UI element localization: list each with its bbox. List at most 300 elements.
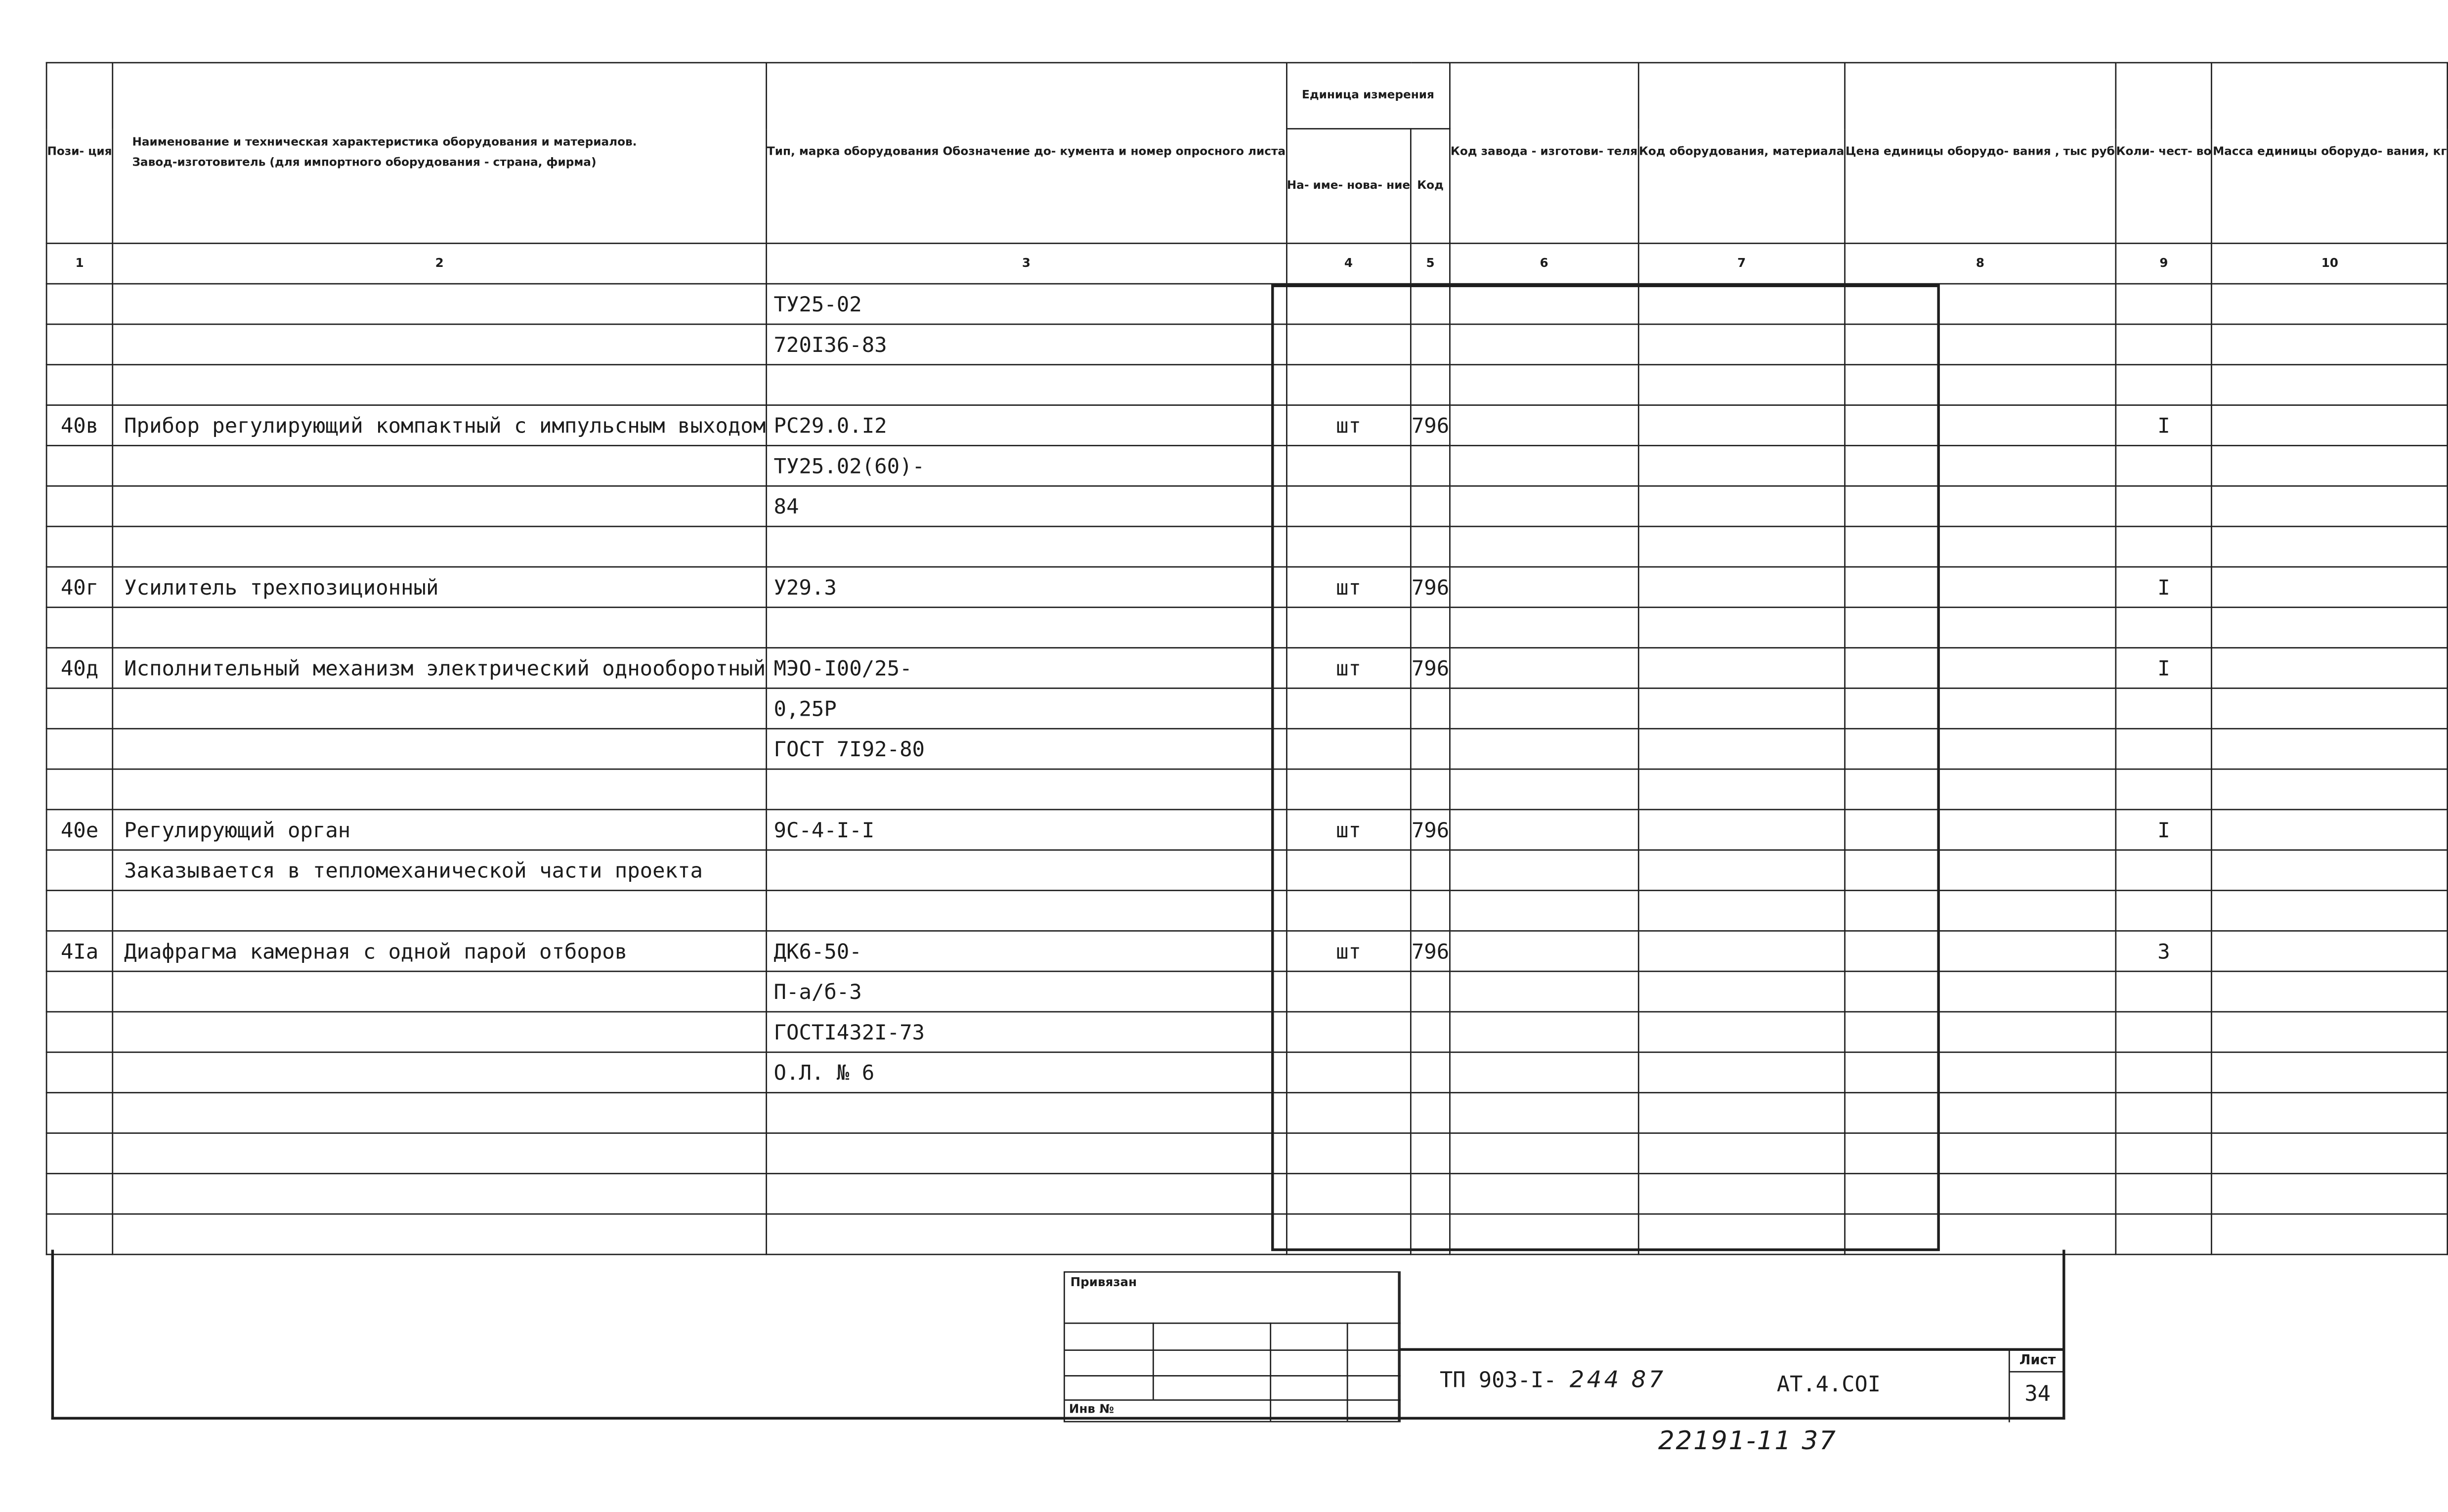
- name-cell: [113, 891, 767, 931]
- price-cell: [1845, 1093, 2116, 1133]
- unit-cell: шт: [1286, 567, 1411, 607]
- table-row: [46, 1133, 2448, 1173]
- equipment-code-cell: [1638, 769, 1845, 810]
- manufacturer-code-cell: [1450, 1052, 1638, 1093]
- position-cell: [46, 486, 113, 526]
- name-cell: [113, 1012, 767, 1052]
- mass-cell: [2212, 769, 2448, 810]
- equipment-code-cell: [1638, 607, 1845, 648]
- quantity-cell: [2115, 891, 2212, 931]
- unit-cell: [1286, 445, 1411, 486]
- quantity-cell: [2115, 445, 2212, 486]
- specification-table: [46, 62, 2448, 1255]
- unit-cell: [1286, 1093, 1411, 1133]
- mass-cell: [2212, 1052, 2448, 1093]
- type-cell: [767, 850, 1287, 891]
- header-unit-code: Код: [1411, 129, 1450, 243]
- unit-code-cell: 796: [1411, 931, 1450, 971]
- type-cell: О.Л. № 6: [767, 1052, 1287, 1093]
- quantity-cell: [2115, 1214, 2212, 1254]
- type-cell: 9С-4-I-I: [767, 810, 1287, 850]
- mass-cell: [2212, 445, 2448, 486]
- type-cell: ДК6-50-: [767, 931, 1287, 971]
- unit-cell: [1286, 1173, 1411, 1214]
- type-cell: ГОСТI432I-73: [767, 1012, 1287, 1052]
- header-row: [46, 63, 2448, 129]
- quantity-cell: [2115, 971, 2212, 1012]
- price-cell: [1845, 1214, 2116, 1254]
- position-cell: [46, 324, 113, 365]
- position-cell: 40е: [46, 810, 113, 850]
- approval-stamp: [1064, 1271, 1399, 1422]
- name-cell: Регулирующий орган: [113, 810, 767, 850]
- type-cell: [767, 1093, 1287, 1133]
- header-unit-name: На- име- нова- ние: [1286, 129, 1411, 243]
- unit-code-cell: [1411, 445, 1450, 486]
- name-cell: [113, 526, 767, 567]
- equipment-code-cell: [1638, 1133, 1845, 1173]
- equipment-code-cell: [1638, 1052, 1845, 1093]
- quantity-cell: [2115, 729, 2212, 769]
- column-number: 10: [2212, 243, 2448, 284]
- table-row: [46, 365, 2448, 405]
- manufacturer-code-cell: [1450, 1133, 1638, 1173]
- mass-cell: [2212, 1093, 2448, 1133]
- table-row: [46, 607, 2448, 648]
- document-code-handwritten: 244 87: [1569, 1367, 1666, 1394]
- name-cell: Усилитель трехпозиционный: [113, 567, 767, 607]
- price-cell: [1845, 648, 2116, 689]
- header-unit-group: Единица измерения: [1286, 63, 1450, 129]
- equipment-code-cell: [1638, 891, 1845, 931]
- name-cell: [113, 1173, 767, 1214]
- unit-cell: шт: [1286, 931, 1411, 971]
- position-cell: [46, 284, 113, 324]
- header-mass: Масса единицы оборудо- вания, кг: [2212, 63, 2448, 243]
- name-cell: [113, 1052, 767, 1093]
- table-body: [46, 284, 2448, 1254]
- quantity-cell: 3: [2115, 931, 2212, 971]
- unit-code-cell: [1411, 1052, 1450, 1093]
- manufacturer-code-cell: [1450, 284, 1638, 324]
- sheet-label: Лист: [2010, 1348, 2065, 1373]
- equipment-code-cell: [1638, 1173, 1845, 1214]
- table-row: [46, 810, 2448, 850]
- name-cell: [113, 324, 767, 365]
- unit-code-cell: [1411, 284, 1450, 324]
- equipment-code-cell: [1638, 1214, 1845, 1254]
- name-cell: [113, 1093, 767, 1133]
- header-name-line1: Наименование и техническая характеристика оборудования и материалов.: [132, 135, 637, 149]
- unit-cell: шт: [1286, 648, 1411, 689]
- equipment-code-cell: [1638, 486, 1845, 526]
- position-cell: [46, 526, 113, 567]
- mass-cell: [2212, 729, 2448, 769]
- mass-cell: [2212, 648, 2448, 689]
- unit-code-cell: [1411, 486, 1450, 526]
- equipment-code-cell: [1638, 729, 1845, 769]
- header-quantity: Коли- чест- во: [2115, 63, 2212, 243]
- unit-code-cell: [1411, 729, 1450, 769]
- unit-code-cell: [1411, 971, 1450, 1012]
- equipment-code-cell: [1638, 971, 1845, 1012]
- price-cell: [1845, 688, 2116, 729]
- header-manufacturer-code: Код завода - изготови- теля: [1450, 63, 1638, 243]
- type-cell: [767, 1133, 1287, 1173]
- mass-cell: [2212, 567, 2448, 607]
- table-row: [46, 324, 2448, 365]
- position-cell: [46, 1093, 113, 1133]
- price-cell: [1845, 931, 2116, 971]
- quantity-cell: [2115, 1173, 2212, 1214]
- position-cell: [46, 1173, 113, 1214]
- header-position: Пози- ция: [46, 63, 113, 243]
- document-code: [1440, 1367, 1666, 1394]
- unit-cell: шт: [1286, 810, 1411, 850]
- type-cell: ТУ25.02(60)-: [767, 445, 1287, 486]
- column-number: 5: [1411, 243, 1450, 284]
- stamp-inv-label: Инв №: [1069, 1403, 1115, 1417]
- equipment-code-cell: [1638, 526, 1845, 567]
- column-number: 6: [1450, 243, 1638, 284]
- name-cell: [113, 607, 767, 648]
- table-row: [46, 648, 2448, 689]
- unit-cell: [1286, 891, 1411, 931]
- manufacturer-code-cell: [1450, 891, 1638, 931]
- table-row: [46, 1214, 2448, 1254]
- price-cell: [1845, 486, 2116, 526]
- unit-code-cell: [1411, 365, 1450, 405]
- type-cell: ГОСТ 7I92-80: [767, 729, 1287, 769]
- equipment-code-cell: [1638, 931, 1845, 971]
- type-cell: 84: [767, 486, 1287, 526]
- table-row: [46, 729, 2448, 769]
- mass-cell: [2212, 486, 2448, 526]
- document-suffix: АТ.4.СОI: [1776, 1371, 1881, 1397]
- table-row: [46, 526, 2448, 567]
- price-cell: [1845, 769, 2116, 810]
- table-row: [46, 1012, 2448, 1052]
- type-cell: [767, 607, 1287, 648]
- table-row: [46, 1173, 2448, 1214]
- table-row: [46, 567, 2448, 607]
- table-row: [46, 405, 2448, 446]
- type-cell: [767, 365, 1287, 405]
- unit-code-cell: [1411, 324, 1450, 365]
- quantity-cell: [2115, 850, 2212, 891]
- quantity-cell: [2115, 1052, 2212, 1093]
- header-name: [113, 63, 767, 243]
- mass-cell: [2212, 607, 2448, 648]
- document-code-printed: ТП 903-I-: [1439, 1367, 1557, 1393]
- price-cell: [1845, 971, 2116, 1012]
- header-type: Тип, марка оборудования Обозначение до- кумента и номер опросного листа: [767, 63, 1287, 243]
- unit-cell: [1286, 284, 1411, 324]
- unit-code-cell: 796: [1411, 405, 1450, 446]
- table-row: [46, 486, 2448, 526]
- equipment-code-cell: [1638, 1093, 1845, 1133]
- unit-code-cell: [1411, 526, 1450, 567]
- column-number: 4: [1286, 243, 1411, 284]
- price-cell: [1845, 365, 2116, 405]
- table-row: [46, 850, 2448, 891]
- price-cell: [1845, 810, 2116, 850]
- unit-code-cell: [1411, 1012, 1450, 1052]
- inventory-number: 22191-11 37: [1658, 1426, 1837, 1456]
- manufacturer-code-cell: [1450, 526, 1638, 567]
- manufacturer-code-cell: [1450, 688, 1638, 729]
- column-number: 3: [767, 243, 1287, 284]
- name-cell: Исполнительный механизм электрический однооборотный: [113, 648, 767, 689]
- manufacturer-code-cell: [1450, 729, 1638, 769]
- manufacturer-code-cell: [1450, 769, 1638, 810]
- table-row: [46, 769, 2448, 810]
- equipment-code-cell: [1638, 1012, 1845, 1052]
- quantity-cell: [2115, 688, 2212, 729]
- header-price: Цена единицы оборудо- вания , тыс руб: [1845, 63, 2116, 243]
- unit-cell: [1286, 688, 1411, 729]
- unit-cell: [1286, 850, 1411, 891]
- manufacturer-code-cell: [1450, 648, 1638, 689]
- table-row: [46, 931, 2448, 971]
- position-cell: 40г: [46, 567, 113, 607]
- position-cell: [46, 1012, 113, 1052]
- quantity-cell: [2115, 486, 2212, 526]
- unit-cell: [1286, 971, 1411, 1012]
- quantity-cell: I: [2115, 405, 2212, 446]
- column-number: 2: [113, 243, 767, 284]
- manufacturer-code-cell: [1450, 486, 1638, 526]
- quantity-cell: I: [2115, 810, 2212, 850]
- unit-code-cell: 796: [1411, 810, 1450, 850]
- unit-code-cell: [1411, 769, 1450, 810]
- manufacturer-code-cell: [1450, 405, 1638, 446]
- manufacturer-code-cell: [1450, 324, 1638, 365]
- table-row: [46, 445, 2448, 486]
- mass-cell: [2212, 971, 2448, 1012]
- name-cell: [113, 769, 767, 810]
- type-cell: 0,25Р: [767, 688, 1287, 729]
- price-cell: [1845, 526, 2116, 567]
- column-number: 7: [1638, 243, 1845, 284]
- manufacturer-code-cell: [1450, 810, 1638, 850]
- mass-cell: [2212, 810, 2448, 850]
- unit-cell: [1286, 769, 1411, 810]
- quantity-cell: [2115, 1133, 2212, 1173]
- manufacturer-code-cell: [1450, 1214, 1638, 1254]
- type-cell: ТУ25-02: [767, 284, 1287, 324]
- position-cell: [46, 1052, 113, 1093]
- bottom-frame: [51, 1250, 2065, 1420]
- mass-cell: [2212, 1133, 2448, 1173]
- manufacturer-code-cell: [1450, 607, 1638, 648]
- mass-cell: [2212, 526, 2448, 567]
- equipment-code-cell: [1638, 810, 1845, 850]
- price-cell: [1845, 405, 2116, 446]
- unit-cell: [1286, 1052, 1411, 1093]
- quantity-cell: I: [2115, 567, 2212, 607]
- quantity-cell: [2115, 365, 2212, 405]
- column-number: 8: [1845, 243, 2116, 284]
- mass-cell: [2212, 850, 2448, 891]
- position-cell: [46, 971, 113, 1012]
- unit-code-cell: [1411, 688, 1450, 729]
- mass-cell: [2212, 891, 2448, 931]
- mass-cell: [2212, 284, 2448, 324]
- mass-cell: [2212, 405, 2448, 446]
- sheet-number: 34: [2024, 1380, 2051, 1406]
- manufacturer-code-cell: [1450, 1012, 1638, 1052]
- unit-cell: [1286, 365, 1411, 405]
- unit-cell: [1286, 1012, 1411, 1052]
- position-cell: 40в: [46, 405, 113, 446]
- column-number: 1: [46, 243, 113, 284]
- column-number-row: [46, 243, 2448, 284]
- table-row: [46, 1052, 2448, 1093]
- price-cell: [1845, 850, 2116, 891]
- equipment-code-cell: [1638, 567, 1845, 607]
- table-row: [46, 971, 2448, 1012]
- manufacturer-code-cell: [1450, 1093, 1638, 1133]
- unit-code-cell: [1411, 1133, 1450, 1173]
- manufacturer-code-cell: [1450, 931, 1638, 971]
- unit-code-cell: [1411, 850, 1450, 891]
- unit-code-cell: [1411, 1214, 1450, 1254]
- manufacturer-code-cell: [1450, 1173, 1638, 1214]
- name-cell: [113, 284, 767, 324]
- unit-cell: [1286, 526, 1411, 567]
- unit-code-cell: [1411, 607, 1450, 648]
- unit-cell: [1286, 729, 1411, 769]
- position-cell: 40д: [46, 648, 113, 689]
- type-cell: [767, 891, 1287, 931]
- price-cell: [1845, 1173, 2116, 1214]
- type-cell: [767, 769, 1287, 810]
- manufacturer-code-cell: [1450, 365, 1638, 405]
- position-cell: [46, 1133, 113, 1173]
- manufacturer-code-cell: [1450, 567, 1638, 607]
- name-cell: [113, 688, 767, 729]
- quantity-cell: [2115, 1093, 2212, 1133]
- type-cell: МЭО-I00/25-: [767, 648, 1287, 689]
- unit-code-cell: [1411, 891, 1450, 931]
- name-cell: Заказывается в тепломеханической части проекта: [113, 850, 767, 891]
- unit-cell: [1286, 324, 1411, 365]
- equipment-code-cell: [1638, 648, 1845, 689]
- price-cell: [1845, 729, 2116, 769]
- table-row: [46, 891, 2448, 931]
- position-cell: [46, 769, 113, 810]
- quantity-cell: [2115, 284, 2212, 324]
- sheet-number-box: [2009, 1348, 2065, 1423]
- unit-code-cell: [1411, 1093, 1450, 1133]
- price-cell: [1845, 445, 2116, 486]
- price-cell: [1845, 284, 2116, 324]
- type-cell: [767, 1214, 1287, 1254]
- position-cell: [46, 891, 113, 931]
- stamp-bound-label: Привязан: [1070, 1276, 1137, 1291]
- unit-cell: шт: [1286, 405, 1411, 446]
- manufacturer-code-cell: [1450, 445, 1638, 486]
- quantity-cell: [2115, 1012, 2212, 1052]
- mass-cell: [2212, 1173, 2448, 1214]
- price-cell: [1845, 891, 2116, 931]
- name-cell: [113, 1214, 767, 1254]
- header-equipment-code: Код оборудования, материала: [1638, 63, 1845, 243]
- type-cell: РС29.0.I2: [767, 405, 1287, 446]
- quantity-cell: [2115, 607, 2212, 648]
- header-name-line2: Завод-изготовитель (для импортного оборудования - страна, фирма): [132, 156, 597, 170]
- position-cell: [46, 445, 113, 486]
- equipment-code-cell: [1638, 445, 1845, 486]
- type-cell: У29.3: [767, 567, 1287, 607]
- quantity-cell: [2115, 324, 2212, 365]
- mass-cell: [2212, 1012, 2448, 1052]
- position-cell: [46, 365, 113, 405]
- price-cell: [1845, 324, 2116, 365]
- name-cell: [113, 365, 767, 405]
- name-cell: Диафрагма камерная с одной парой отборов: [113, 931, 767, 971]
- equipment-code-cell: [1638, 405, 1845, 446]
- equipment-code-cell: [1638, 850, 1845, 891]
- type-cell: 720I36-83: [767, 324, 1287, 365]
- manufacturer-code-cell: [1450, 850, 1638, 891]
- price-cell: [1845, 1052, 2116, 1093]
- table-row: [46, 688, 2448, 729]
- unit-cell: [1286, 1214, 1411, 1254]
- position-cell: [46, 1214, 113, 1254]
- unit-code-cell: [1411, 1173, 1450, 1214]
- table-row: [46, 284, 2448, 324]
- quantity-cell: [2115, 526, 2212, 567]
- position-cell: [46, 607, 113, 648]
- name-cell: [113, 445, 767, 486]
- equipment-code-cell: [1638, 324, 1845, 365]
- price-cell: [1845, 567, 2116, 607]
- unit-code-cell: 796: [1411, 648, 1450, 689]
- table-row: [46, 1093, 2448, 1133]
- equipment-code-cell: [1638, 284, 1845, 324]
- unit-cell: [1286, 1133, 1411, 1173]
- price-cell: [1845, 607, 2116, 648]
- position-cell: 4Iа: [46, 931, 113, 971]
- position-cell: [46, 850, 113, 891]
- name-cell: [113, 729, 767, 769]
- type-cell: [767, 1173, 1287, 1214]
- name-cell: [113, 971, 767, 1012]
- mass-cell: [2212, 365, 2448, 405]
- name-cell: [113, 486, 767, 526]
- mass-cell: [2212, 688, 2448, 729]
- price-cell: [1845, 1012, 2116, 1052]
- unit-cell: [1286, 607, 1411, 648]
- price-cell: [1845, 1133, 2116, 1173]
- unit-code-cell: 796: [1411, 567, 1450, 607]
- quantity-cell: I: [2115, 648, 2212, 689]
- name-cell: [113, 1133, 767, 1173]
- manufacturer-code-cell: [1450, 971, 1638, 1012]
- mass-cell: [2212, 324, 2448, 365]
- position-cell: [46, 688, 113, 729]
- unit-cell: [1286, 486, 1411, 526]
- equipment-code-cell: [1638, 688, 1845, 729]
- name-cell: Прибор регулирующий компактный с импульсным выходом: [113, 405, 767, 446]
- quantity-cell: [2115, 769, 2212, 810]
- equipment-code-cell: [1638, 365, 1845, 405]
- type-cell: [767, 526, 1287, 567]
- mass-cell: [2212, 931, 2448, 971]
- column-number: 9: [2115, 243, 2212, 284]
